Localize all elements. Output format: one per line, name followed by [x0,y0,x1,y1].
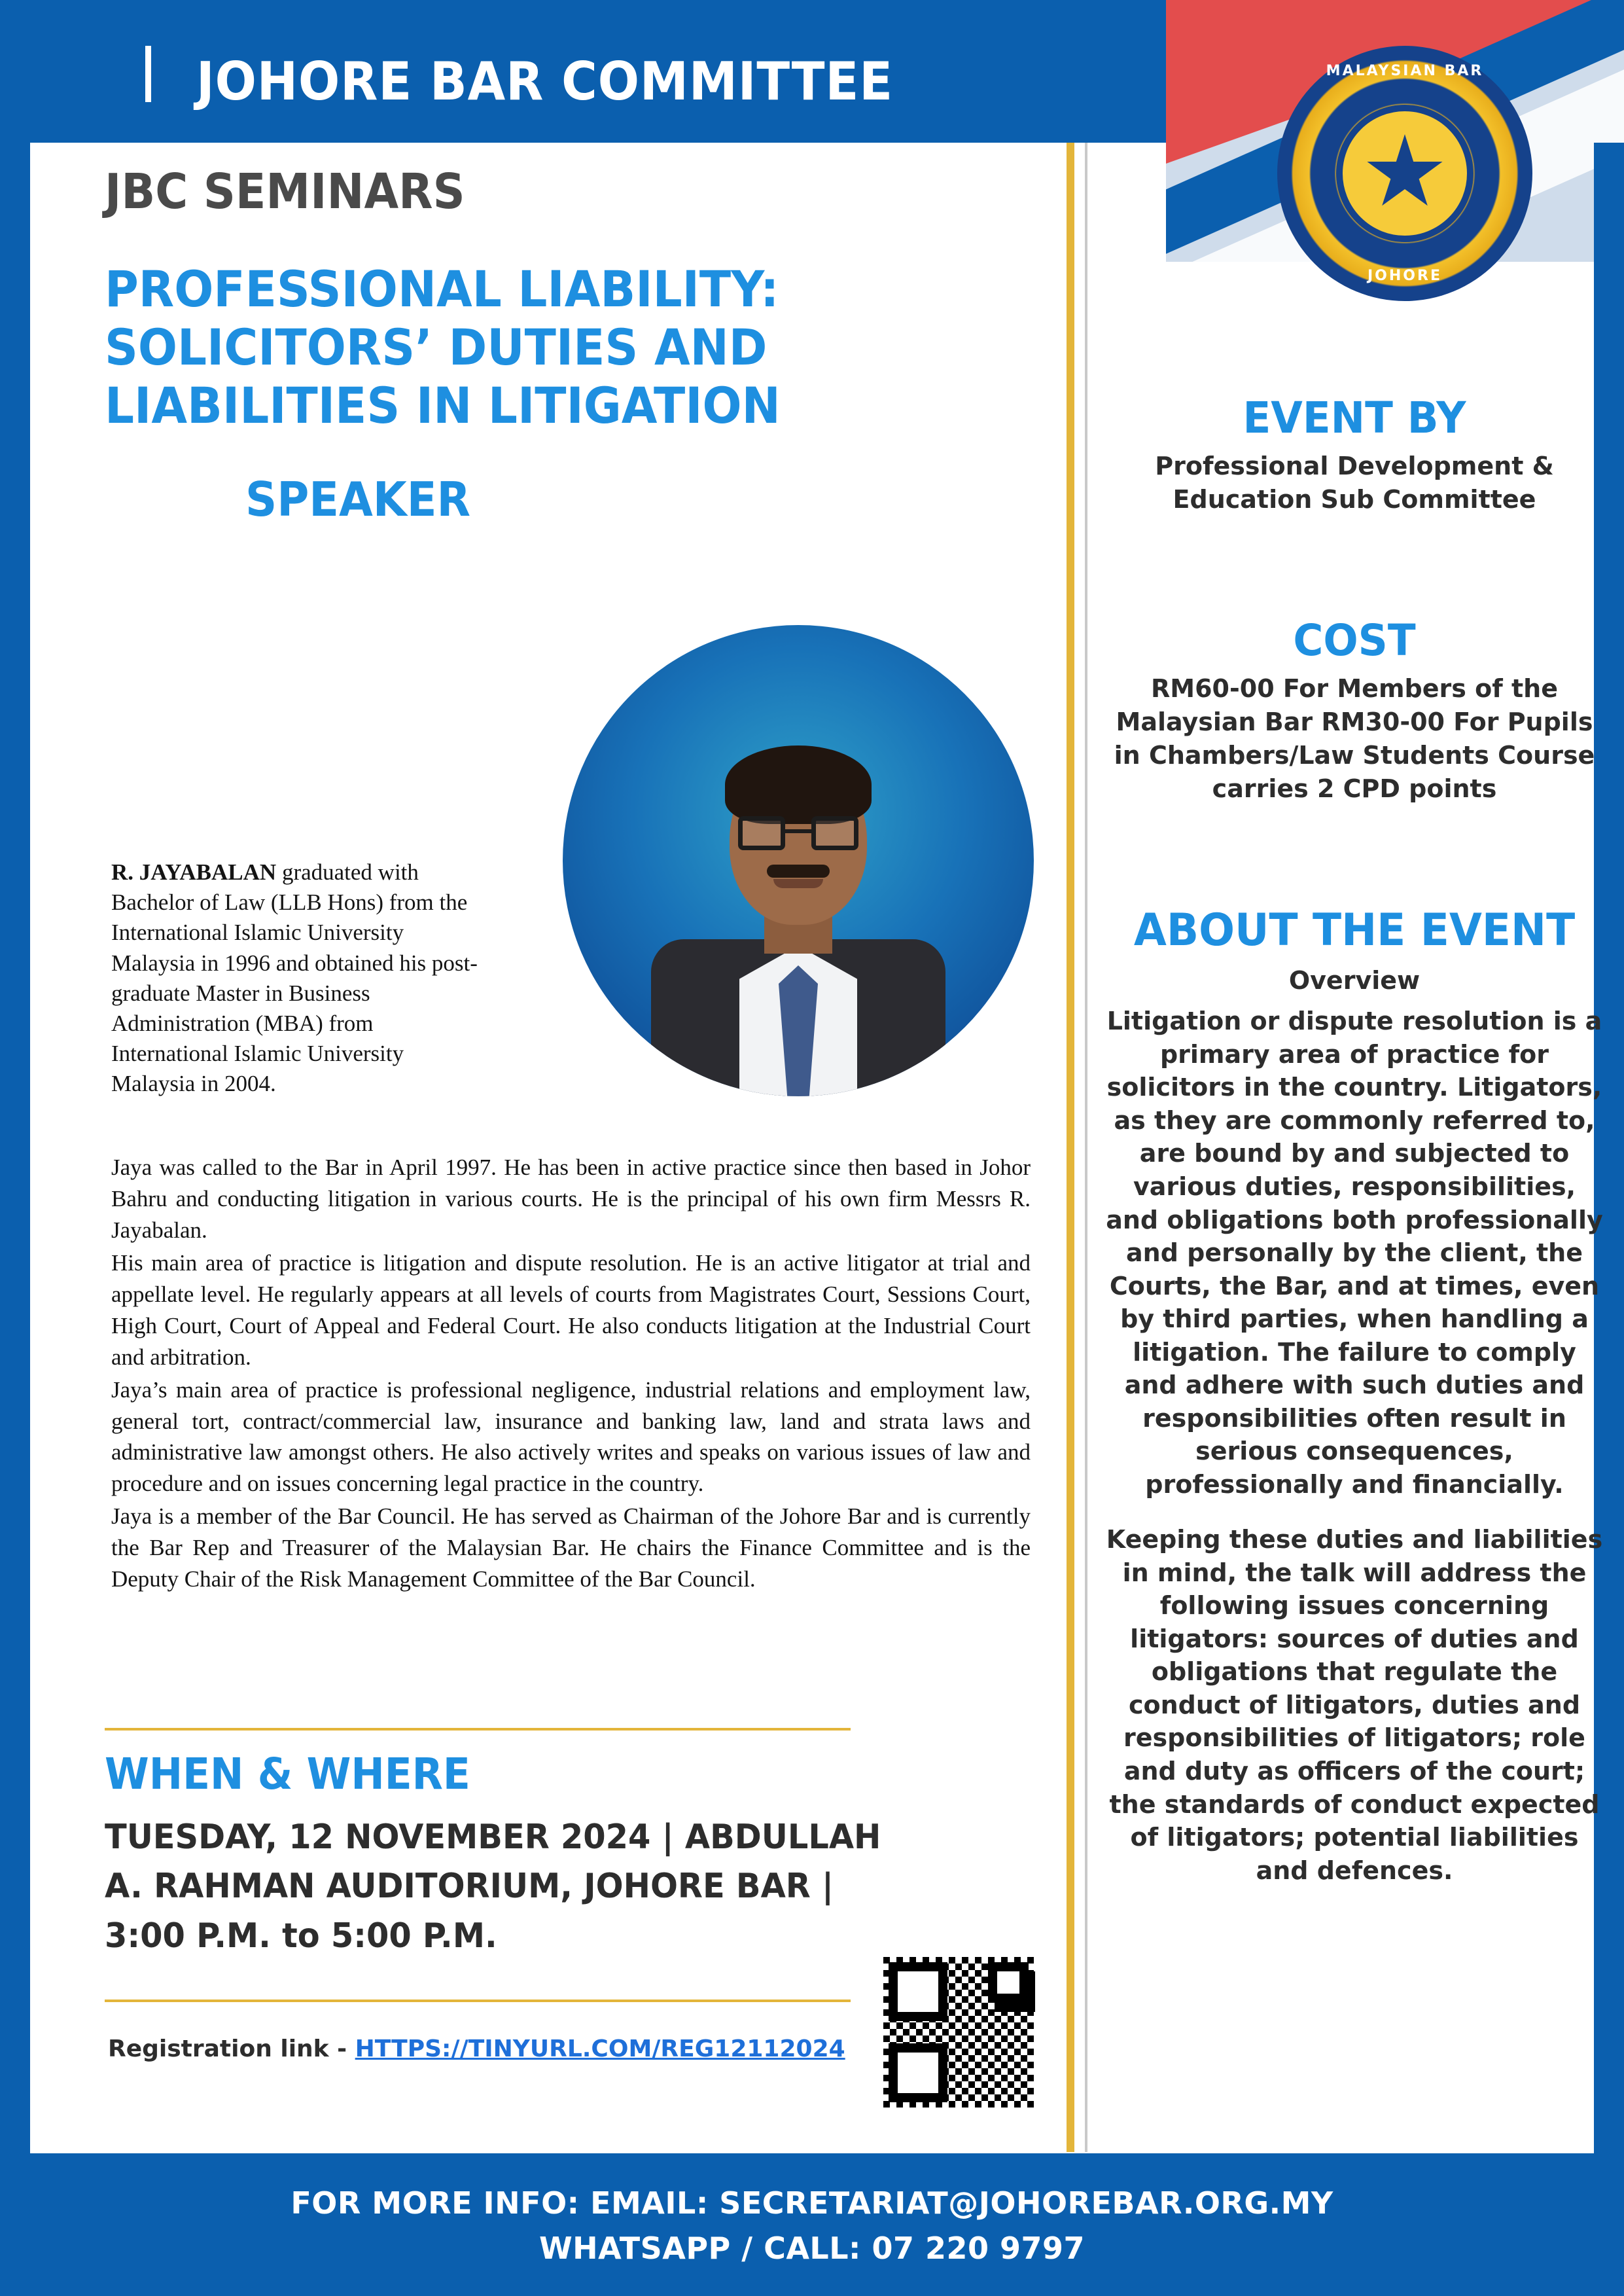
column-divider-secondary [1085,143,1087,2152]
cost-detail: RM60-00 For Members of the Malaysian Bar RM30-00 For Pupils in Chambers/Law Students Course carries 2 CPD points [1114,673,1595,804]
bar-seal-icon [1277,46,1532,301]
header-accent-mark [145,46,151,102]
about-overview-label: Overview [1288,965,1421,995]
speaker-portrait-illustration [651,730,945,1096]
about-paragraph-1: Litigation or dispute resolution is a primary area of practice for solicitors in the country. Litigators, as they are commonly referred to, are bound by and subjected to various duties, responsibilities, and obligations both professionally and personally by the client, the Courts, the Bar, and at times, even by third parties, when handling a litigation. The failure to comply and adhere with such duties and responsibilities often result in serious consequences, professionally and financially. [1106,1007,1603,1499]
right-column [1106,393,1603,1887]
seminar-title: PROFESSIONAL LIABILITY: SOLICITORS’ DUTIES AND LIABILITIES IN LITIGATION [105,260,781,435]
about-paragraph-2: Keeping these duties and liabilities in mind, the talk will address the following issues concerning litigators: sources of duties and obligations that regulate the conduct of litigators, duties and responsibilities of litigators; role and duty as officers of the court; the standards of conduct expected of litigators; potential liabilities and defences. [1106,1525,1603,1885]
divider-rule-bottom [105,2000,851,2002]
registration-line [108,2036,845,2062]
about-event-heading: ABOUT THE EVENT [1133,904,1576,956]
bio-paragraph: Jaya is a member of the Bar Council. He has served as Chairman of the Johore Bar and is currently the Bar Rep and Treasurer of the Malaysian Bar. He chairs the Finance Committee and is the Deputy Chair of the Risk Management Committee of the Bar Council. [111,1503,1031,1592]
speaker-heading: SPEAKER [245,471,471,527]
divider-rule-top [105,1728,851,1731]
portrait-mustache [767,865,830,878]
speaker-photo [563,625,1034,1096]
registration-label: Registration link - [108,2036,355,2062]
when-where-detail: TUESDAY, 12 NOVEMBER 2024 | ABDULLAH A. RAHMAN AUDITORIUM, JOHORE BAR | 3:00 P.M. to 5:00 P.M. [105,1818,881,1956]
bio-paragraph: His main area of practice is litigation and dispute resolution. He is an active litigator at trial and appellate level. He regularly appears at all levels of courts from Magistrates Court, Sessions Court, High Court, Court of Appeal and Federal Court. He also conducts litigation at the Industrial Court and arbitration. [111,1249,1031,1370]
page-title: JOHORE BAR COMMITTEE [196,51,893,112]
column-divider [1067,143,1074,2152]
when-where-heading: WHEN & WHERE [105,1749,470,1799]
footer-email-line: FOR MORE INFO: EMAIL: SECRETARIAT@JOHOREBAR.ORG.MY [291,2185,1333,2221]
seminar-kicker: JBC SEMINARS [105,164,465,220]
speaker-bio-body [111,1152,1031,1596]
portrait-mouth [773,879,823,888]
footer-bar [0,2153,1624,2296]
left-edge-strip [0,143,30,2153]
bio-paragraph: Jaya’s main area of practice is professional negligence, industrial relations and employment law, general tort, contract/commercial law, insurance and banking law, land and strata laws and administrative law amongst others. He also actively writes and speaks on various issues of law and procedure and on issues concerning legal practice in the country. [111,1376,1031,1497]
portrait-glasses-right [811,816,858,850]
portrait-hair [725,745,872,824]
event-by-detail: Professional Development & Education Sub Committee [1155,452,1554,514]
speaker-name: R. JAYABALAN [111,859,277,885]
bio-paragraph: Jaya was called to the Bar in April 1997. He has been in active practice since then based in Johor Bahru and conducting litigation in various courts. He is the principal of his own firm Messrs R. Jayabalan. [111,1155,1031,1243]
cost-heading: COST [1293,615,1416,666]
left-column [105,164,1031,527]
speaker-bio-intro-text: graduated with Bachelor of Law (LLB Hons) from the International Islamic University Malaysia in 1996 and obtained his post-graduate Master in Business Administration (MBA) from International Islamic University Malaysia in 2004. [111,859,478,1097]
seal-bottom-label: JOHORE [1368,268,1442,284]
event-by-heading: EVENT BY [1243,393,1466,443]
portrait-glasses-left [738,816,785,850]
speaker-bio-intro [111,857,478,1100]
footer-phone-line: WHATSAPP / CALL: 07 220 9797 [538,2231,1086,2266]
qr-code-finder-icon [988,1962,1029,2003]
malaysian-bar-logo [1166,0,1624,367]
seal-top-label: MALAYSIAN BAR [1326,63,1484,79]
registration-link[interactable]: HTTPS://TINYURL.COM/REG12112024 [355,2036,845,2062]
portrait-glasses-bridge [785,829,811,833]
